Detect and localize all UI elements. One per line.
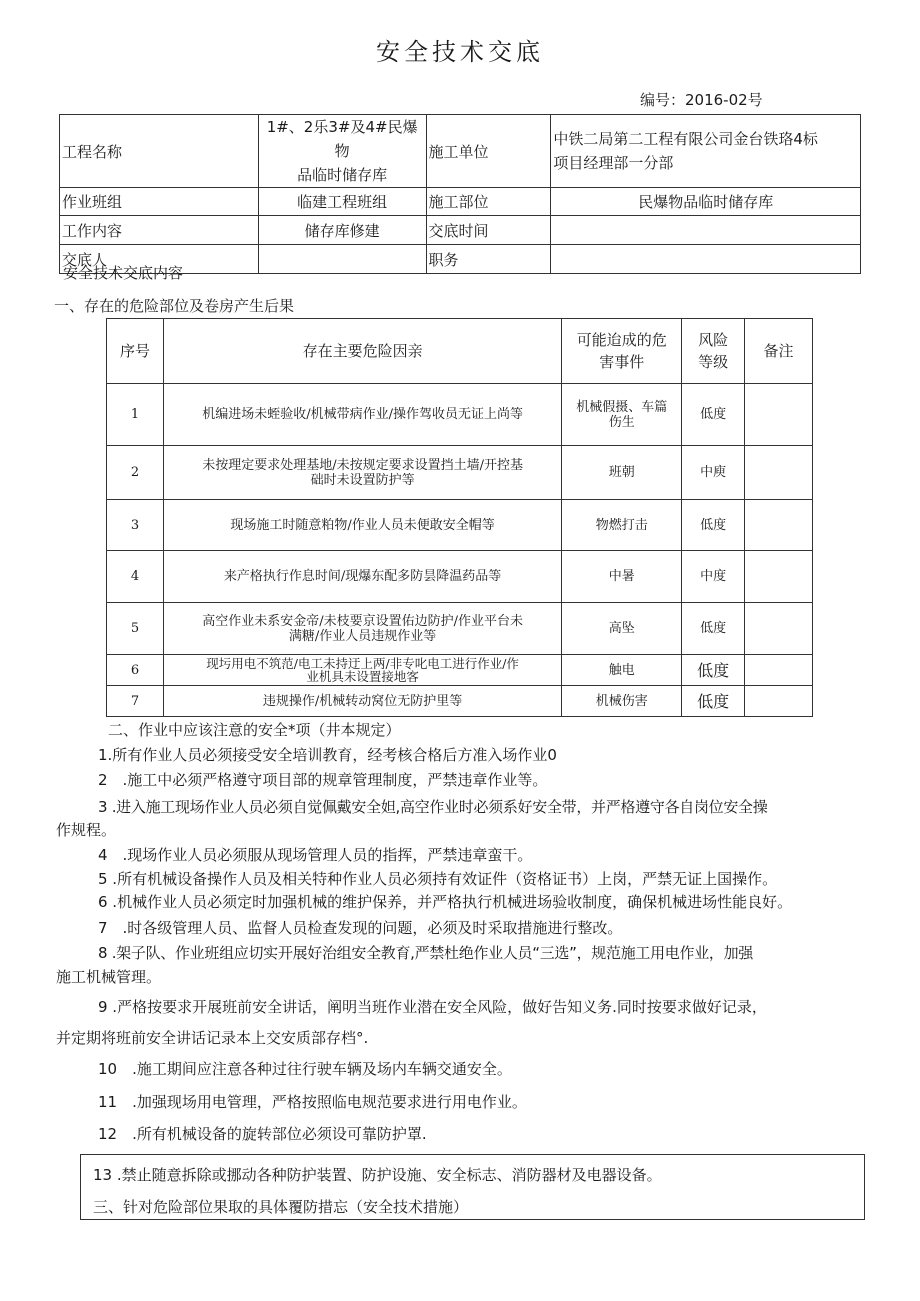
- row-note: [745, 655, 813, 686]
- row-no: 2: [107, 446, 164, 500]
- table-row: [107, 686, 813, 717]
- row-event: 触电: [562, 655, 682, 686]
- row-factor: 机编进场未蛭验收/机械带病作业/操作驾收员无证上尚等: [163, 384, 561, 446]
- row-note: [745, 551, 813, 603]
- list-item: 7 .时各级管理人员、监督人员检查发现的问题，必须及时采取措施进行整改。: [98, 919, 623, 937]
- row-event: 班朝: [562, 446, 682, 500]
- row-risk: 低度: [682, 686, 745, 717]
- list-item: 4 .现场作业人员必须服从现场管理人员的指挥，严禁违章蛮干。: [98, 846, 533, 864]
- post-value: [551, 245, 861, 274]
- part-label: 施工部位: [426, 188, 551, 216]
- content-value: 储存库修建: [258, 216, 426, 245]
- document-number: 编号：2016-02号: [640, 91, 763, 109]
- list-item: 作规程。: [56, 821, 117, 839]
- row-factor: 现圬用电不筑范/电工未持迂上两/非专叱电工进行作业/作 业机具未设置接地客: [163, 655, 561, 686]
- info-table: [59, 114, 861, 274]
- row-no: 1: [107, 384, 164, 446]
- header-factor: 存在主要危险因亲: [163, 319, 561, 384]
- header-event: 可能迨成的危 害事件: [562, 319, 682, 384]
- list-item: 12 .所有机械设备的旋转部位必须设可靠防护罩.: [98, 1125, 427, 1143]
- header-note: 备注: [745, 319, 813, 384]
- row-no: 3: [107, 500, 164, 551]
- section-2-heading: 二、作业中应该注意的安全*项（井本规定）: [108, 721, 401, 739]
- row-factor: 现场施工时随意粕物/作业人员未便敢安全帽等: [163, 500, 561, 551]
- row-risk: 低度: [682, 500, 745, 551]
- row-event: 中暑: [562, 551, 682, 603]
- header-risk: 风险 等级: [682, 319, 745, 384]
- row-risk: 低度: [682, 384, 745, 446]
- list-item: 8 .架子队、作业班组应切实开展好治组安全教育,严禁杜绝作业人员“三选”，规范施工用电作业，加强: [98, 944, 753, 962]
- person-label: 交底人: [60, 245, 259, 274]
- hazard-table: [106, 318, 813, 717]
- list-item: 2 .施工中必须严格遵守项目部的规章管理制度，严禁违章作业等。: [98, 771, 548, 789]
- row-risk: 中庾: [682, 446, 745, 500]
- page-title: 安全技术交底: [376, 38, 544, 66]
- row-risk: 中度: [682, 551, 745, 603]
- table-row: [107, 446, 813, 500]
- list-item: 13 .禁止随意拆除或挪动各种防护装置、防护设施、安全标志、消防器材及电器设备。: [93, 1166, 662, 1184]
- unit-value: 中铁二局第二工程有限公司金台铁珞4标 项目经理部一分部: [551, 115, 861, 188]
- table-row: [107, 384, 813, 446]
- row-factor: 来产格执行作息时间/现爆东配多防昙降温药品等: [163, 551, 561, 603]
- list-item: 9 .严格按要求开展班前安全讲话，阐明当班作业潜在安全风险，做好告知义务.同时按要求做好记录，: [98, 998, 767, 1016]
- list-item: 10 .施工期间应注意各种过往行驶车辆及场内车辆交通安全。: [98, 1060, 512, 1078]
- list-item: 并定期将班前安全讲话记录本上交安质部存档°.: [56, 1029, 369, 1047]
- person-value: [258, 245, 426, 274]
- project-name-label: 工程名称: [60, 115, 259, 188]
- row-no: 6: [107, 655, 164, 686]
- list-item: 6 .机械作业人员必须定时加强机械的维护保养，并严格执行机械进场验收制度，确保机械进场性能良好。: [98, 893, 793, 911]
- row-no: 7: [107, 686, 164, 717]
- row-risk: 低度: [682, 655, 745, 686]
- row-note: [745, 500, 813, 551]
- post-label: 职务: [426, 245, 551, 274]
- row-no: 5: [107, 603, 164, 655]
- list-item: 3 .进入施工现场作业人员必须自觉佩戴安全妲,高空作业时必须系好安全带，并严格遵守各自岗位安全操: [98, 798, 768, 816]
- row-note: [745, 603, 813, 655]
- row-event: 物燃打击: [562, 500, 682, 551]
- list-item: 11 .加强现场用电管理，严格按照临电规范要求进行用电作业。: [98, 1093, 527, 1111]
- list-item: 施工机械管理。: [56, 968, 162, 986]
- table-row: [107, 655, 813, 686]
- section-3-heading: 三、针对危险部位果取的具体覆防措忘（安全技术措施）: [93, 1198, 469, 1216]
- list-item: 5 .所有机械设备操作人员及相关特种作业人员必须持有效证件（资格证书）上岗，严禁无证上国操作。: [98, 870, 778, 888]
- table-row: [107, 551, 813, 603]
- row-event: 高坠: [562, 603, 682, 655]
- row-factor: 违规操作/机械转动窝位无防护里等: [163, 686, 561, 717]
- table-row: [107, 603, 813, 655]
- row-factor: 未按理定要求处理基地/未按规定要求设置挡土墙/开控基 础时未设置防护等: [163, 446, 561, 500]
- project-name-value: 1#、2乐3#及4#民爆物 品临时储存库: [258, 115, 426, 188]
- section-intro: 安全技术交底内容: [63, 264, 184, 282]
- team-value: 临建工程班组: [258, 188, 426, 216]
- content-label: 工作内容: [60, 216, 259, 245]
- header-no: 序号: [107, 319, 164, 384]
- row-event: 机械伤害: [562, 686, 682, 717]
- time-label: 交底时间: [426, 216, 551, 245]
- unit-label: 施工单位: [426, 115, 551, 188]
- row-factor: 高空作业未系安金帝/未枝要京设置佑边防护/作业平台未 满糖/作业人员违规作业等: [163, 603, 561, 655]
- row-no: 4: [107, 551, 164, 603]
- row-note: [745, 446, 813, 500]
- time-value: [551, 216, 861, 245]
- table-row: [107, 500, 813, 551]
- list-item: 1.所有作业人员必须接受安全培训教育，经考核合格后方准入场作业0: [98, 746, 557, 764]
- row-risk: 低度: [682, 603, 745, 655]
- section-1-heading: 一、存在的危险部位及卷房产生后果: [54, 297, 295, 315]
- team-label: 作业班组: [60, 188, 259, 216]
- row-note: [745, 686, 813, 717]
- row-note: [745, 384, 813, 446]
- part-value: 民爆物品临时储存库: [551, 188, 861, 216]
- row-event: 机械假摄、车篇 伤生: [562, 384, 682, 446]
